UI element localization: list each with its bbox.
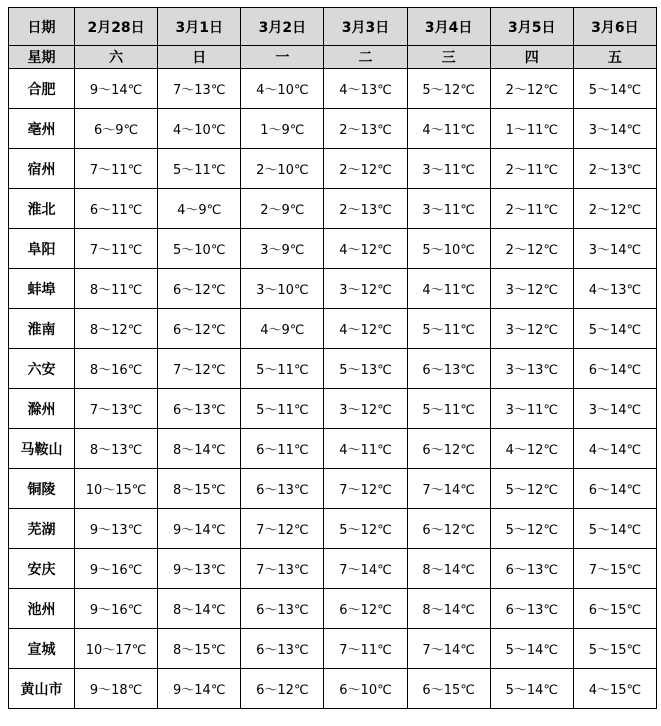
temperature-range-cell: 4～11℃ bbox=[324, 429, 407, 469]
temperature-range-cell: 1～11℃ bbox=[490, 109, 573, 149]
temperature-range-cell: 2～9℃ bbox=[241, 189, 324, 229]
temperature-range-cell: 5～12℃ bbox=[407, 69, 490, 109]
table-row bbox=[9, 109, 657, 149]
temperature-range-cell: 8～14℃ bbox=[158, 589, 241, 629]
temperature-range-cell: 8～14℃ bbox=[407, 589, 490, 629]
city-name: 阜阳 bbox=[9, 229, 75, 269]
table-row bbox=[9, 509, 657, 549]
temperature-range-cell: 3～12℃ bbox=[490, 309, 573, 349]
temperature-range-cell: 3～11℃ bbox=[490, 389, 573, 429]
table-row bbox=[9, 269, 657, 309]
temperature-range-cell: 3～11℃ bbox=[407, 149, 490, 189]
weekday-header: 四 bbox=[490, 46, 573, 69]
city-name: 蚌埠 bbox=[9, 269, 75, 309]
temperature-range-cell: 5～13℃ bbox=[324, 349, 407, 389]
temperature-range-cell: 6～10℃ bbox=[324, 669, 407, 709]
temperature-range-cell: 9～18℃ bbox=[75, 669, 158, 709]
temperature-range-cell: 8～14℃ bbox=[407, 549, 490, 589]
temperature-range-cell: 7～12℃ bbox=[158, 349, 241, 389]
city-name: 马鞍山 bbox=[9, 429, 75, 469]
date-header: 3月6日 bbox=[573, 8, 656, 46]
temperature-range-cell: 6～13℃ bbox=[158, 389, 241, 429]
temperature-range-cell: 2～13℃ bbox=[324, 189, 407, 229]
temperature-range-cell: 7～11℃ bbox=[75, 229, 158, 269]
temperature-range-cell: 9～14℃ bbox=[158, 669, 241, 709]
temperature-range-cell: 2～12℃ bbox=[573, 189, 656, 229]
weekday-header: 三 bbox=[407, 46, 490, 69]
temperature-range-cell: 8～11℃ bbox=[75, 269, 158, 309]
temperature-range-cell: 6～13℃ bbox=[241, 469, 324, 509]
temperature-range-cell: 8～12℃ bbox=[75, 309, 158, 349]
temperature-range-cell: 5～11℃ bbox=[241, 389, 324, 429]
city-name: 亳州 bbox=[9, 109, 75, 149]
date-header: 3月4日 bbox=[407, 8, 490, 46]
weekday-header: 日 bbox=[158, 46, 241, 69]
temperature-range-cell: 4～12℃ bbox=[324, 309, 407, 349]
temperature-range-cell: 7～12℃ bbox=[324, 469, 407, 509]
temperature-range-cell: 6～13℃ bbox=[241, 629, 324, 669]
temperature-range-cell: 4～12℃ bbox=[490, 429, 573, 469]
table-row bbox=[9, 429, 657, 469]
temperature-range-cell: 6～14℃ bbox=[573, 349, 656, 389]
temperature-range-cell: 6～15℃ bbox=[407, 669, 490, 709]
city-name: 淮北 bbox=[9, 189, 75, 229]
table-row bbox=[9, 149, 657, 189]
date-label: 日期 bbox=[9, 8, 75, 46]
temperature-range-cell: 6～11℃ bbox=[241, 429, 324, 469]
table-row bbox=[9, 229, 657, 269]
temperature-range-cell: 4～10℃ bbox=[241, 69, 324, 109]
temperature-range-cell: 9～16℃ bbox=[75, 589, 158, 629]
temperature-range-cell: 6～12℃ bbox=[407, 429, 490, 469]
temperature-range-cell: 3～14℃ bbox=[573, 109, 656, 149]
temperature-range-cell: 5～14℃ bbox=[490, 669, 573, 709]
temperature-range-cell: 6～12℃ bbox=[407, 509, 490, 549]
weekday-header: 二 bbox=[324, 46, 407, 69]
city-name: 宣城 bbox=[9, 629, 75, 669]
temperature-range-cell: 6～13℃ bbox=[490, 549, 573, 589]
temperature-range-cell: 10～17℃ bbox=[75, 629, 158, 669]
temperature-range-cell: 5～14℃ bbox=[490, 629, 573, 669]
city-name: 合肥 bbox=[9, 69, 75, 109]
temperature-range-cell: 9～14℃ bbox=[75, 69, 158, 109]
weather-forecast-table bbox=[8, 7, 657, 709]
temperature-range-cell: 2～13℃ bbox=[324, 109, 407, 149]
temperature-range-cell: 3～14℃ bbox=[573, 389, 656, 429]
temperature-range-cell: 7～15℃ bbox=[573, 549, 656, 589]
temperature-range-cell: 5～11℃ bbox=[241, 349, 324, 389]
temperature-range-cell: 4～11℃ bbox=[407, 109, 490, 149]
temperature-range-cell: 2～12℃ bbox=[490, 69, 573, 109]
temperature-range-cell: 5～15℃ bbox=[573, 629, 656, 669]
city-name: 池州 bbox=[9, 589, 75, 629]
temperature-range-cell: 2～12℃ bbox=[324, 149, 407, 189]
temperature-range-cell: 8～15℃ bbox=[158, 629, 241, 669]
date-header: 3月2日 bbox=[241, 8, 324, 46]
weekday-header: 一 bbox=[241, 46, 324, 69]
temperature-range-cell: 1～9℃ bbox=[241, 109, 324, 149]
temperature-range-cell: 4～10℃ bbox=[158, 109, 241, 149]
city-name: 宿州 bbox=[9, 149, 75, 189]
temperature-range-cell: 4～15℃ bbox=[573, 669, 656, 709]
temperature-range-cell: 6～11℃ bbox=[75, 189, 158, 229]
table-row bbox=[9, 189, 657, 229]
temperature-range-cell: 6～12℃ bbox=[158, 309, 241, 349]
temperature-range-cell: 3～9℃ bbox=[241, 229, 324, 269]
temperature-range-cell: 7～14℃ bbox=[324, 549, 407, 589]
weekday-header: 五 bbox=[573, 46, 656, 69]
table-row bbox=[9, 549, 657, 589]
table-row bbox=[9, 309, 657, 349]
temperature-range-cell: 5～10℃ bbox=[158, 229, 241, 269]
temperature-range-cell: 4～9℃ bbox=[241, 309, 324, 349]
temperature-range-cell: 2～12℃ bbox=[490, 229, 573, 269]
city-name: 安庆 bbox=[9, 549, 75, 589]
temperature-range-cell: 8～14℃ bbox=[158, 429, 241, 469]
temperature-range-cell: 6～13℃ bbox=[407, 349, 490, 389]
temperature-range-cell: 7～11℃ bbox=[75, 149, 158, 189]
table-row bbox=[9, 389, 657, 429]
temperature-range-cell: 6～14℃ bbox=[573, 469, 656, 509]
table-row bbox=[9, 629, 657, 669]
temperature-range-cell: 5～14℃ bbox=[573, 509, 656, 549]
city-name: 铜陵 bbox=[9, 469, 75, 509]
weekday-header: 六 bbox=[75, 46, 158, 69]
temperature-range-cell: 7～11℃ bbox=[324, 629, 407, 669]
temperature-range-cell: 4～12℃ bbox=[324, 229, 407, 269]
temperature-range-cell: 6～13℃ bbox=[241, 589, 324, 629]
temperature-range-cell: 3～10℃ bbox=[241, 269, 324, 309]
temperature-range-cell: 10～15℃ bbox=[75, 469, 158, 509]
city-name: 滁州 bbox=[9, 389, 75, 429]
temperature-range-cell: 6～12℃ bbox=[241, 669, 324, 709]
temperature-range-cell: 5～14℃ bbox=[573, 69, 656, 109]
temperature-range-cell: 3～14℃ bbox=[573, 229, 656, 269]
city-name: 淮南 bbox=[9, 309, 75, 349]
temperature-range-cell: 2～10℃ bbox=[241, 149, 324, 189]
temperature-range-cell: 8～16℃ bbox=[75, 349, 158, 389]
temperature-range-cell: 4～13℃ bbox=[573, 269, 656, 309]
temperature-range-cell: 6～12℃ bbox=[324, 589, 407, 629]
temperature-range-cell: 5～12℃ bbox=[490, 469, 573, 509]
temperature-range-cell: 5～14℃ bbox=[573, 309, 656, 349]
temperature-range-cell: 4～11℃ bbox=[407, 269, 490, 309]
temperature-range-cell: 4～9℃ bbox=[158, 189, 241, 229]
temperature-range-cell: 5～11℃ bbox=[158, 149, 241, 189]
temperature-range-cell: 7～13℃ bbox=[158, 69, 241, 109]
temperature-range-cell: 3～12℃ bbox=[490, 269, 573, 309]
table-row bbox=[9, 669, 657, 709]
temperature-range-cell: 2～11℃ bbox=[490, 149, 573, 189]
date-header-row bbox=[9, 8, 657, 46]
date-header: 2月28日 bbox=[75, 8, 158, 46]
city-name: 六安 bbox=[9, 349, 75, 389]
temperature-range-cell: 7～13℃ bbox=[75, 389, 158, 429]
temperature-range-cell: 5～12℃ bbox=[490, 509, 573, 549]
city-name: 黄山市 bbox=[9, 669, 75, 709]
date-header: 3月3日 bbox=[324, 8, 407, 46]
temperature-range-cell: 6～13℃ bbox=[490, 589, 573, 629]
temperature-range-cell: 4～14℃ bbox=[573, 429, 656, 469]
temperature-range-cell: 6～9℃ bbox=[75, 109, 158, 149]
weekday-label: 星期 bbox=[9, 46, 75, 69]
temperature-range-cell: 2～13℃ bbox=[573, 149, 656, 189]
temperature-range-cell: 9～14℃ bbox=[158, 509, 241, 549]
weekday-header-row bbox=[9, 46, 657, 69]
temperature-range-cell: 5～11℃ bbox=[407, 389, 490, 429]
temperature-range-cell: 7～12℃ bbox=[241, 509, 324, 549]
temperature-range-cell: 7～13℃ bbox=[241, 549, 324, 589]
temperature-range-cell: 9～13℃ bbox=[158, 549, 241, 589]
city-name: 芜湖 bbox=[9, 509, 75, 549]
temperature-range-cell: 6～12℃ bbox=[158, 269, 241, 309]
temperature-range-cell: 9～16℃ bbox=[75, 549, 158, 589]
table-row bbox=[9, 69, 657, 109]
temperature-range-cell: 7～14℃ bbox=[407, 469, 490, 509]
temperature-range-cell: 4～13℃ bbox=[324, 69, 407, 109]
temperature-range-cell: 3～12℃ bbox=[324, 269, 407, 309]
table-row bbox=[9, 349, 657, 389]
temperature-range-cell: 9～13℃ bbox=[75, 509, 158, 549]
temperature-range-cell: 5～11℃ bbox=[407, 309, 490, 349]
table-row bbox=[9, 469, 657, 509]
temperature-range-cell: 6～15℃ bbox=[573, 589, 656, 629]
temperature-range-cell: 3～11℃ bbox=[407, 189, 490, 229]
temperature-range-cell: 5～12℃ bbox=[324, 509, 407, 549]
temperature-range-cell: 3～12℃ bbox=[324, 389, 407, 429]
temperature-range-cell: 2～11℃ bbox=[490, 189, 573, 229]
temperature-range-cell: 8～13℃ bbox=[75, 429, 158, 469]
table-row bbox=[9, 589, 657, 629]
temperature-range-cell: 5～10℃ bbox=[407, 229, 490, 269]
temperature-range-cell: 3～13℃ bbox=[490, 349, 573, 389]
date-header: 3月1日 bbox=[158, 8, 241, 46]
temperature-range-cell: 8～15℃ bbox=[158, 469, 241, 509]
date-header: 3月5日 bbox=[490, 8, 573, 46]
temperature-range-cell: 7～14℃ bbox=[407, 629, 490, 669]
